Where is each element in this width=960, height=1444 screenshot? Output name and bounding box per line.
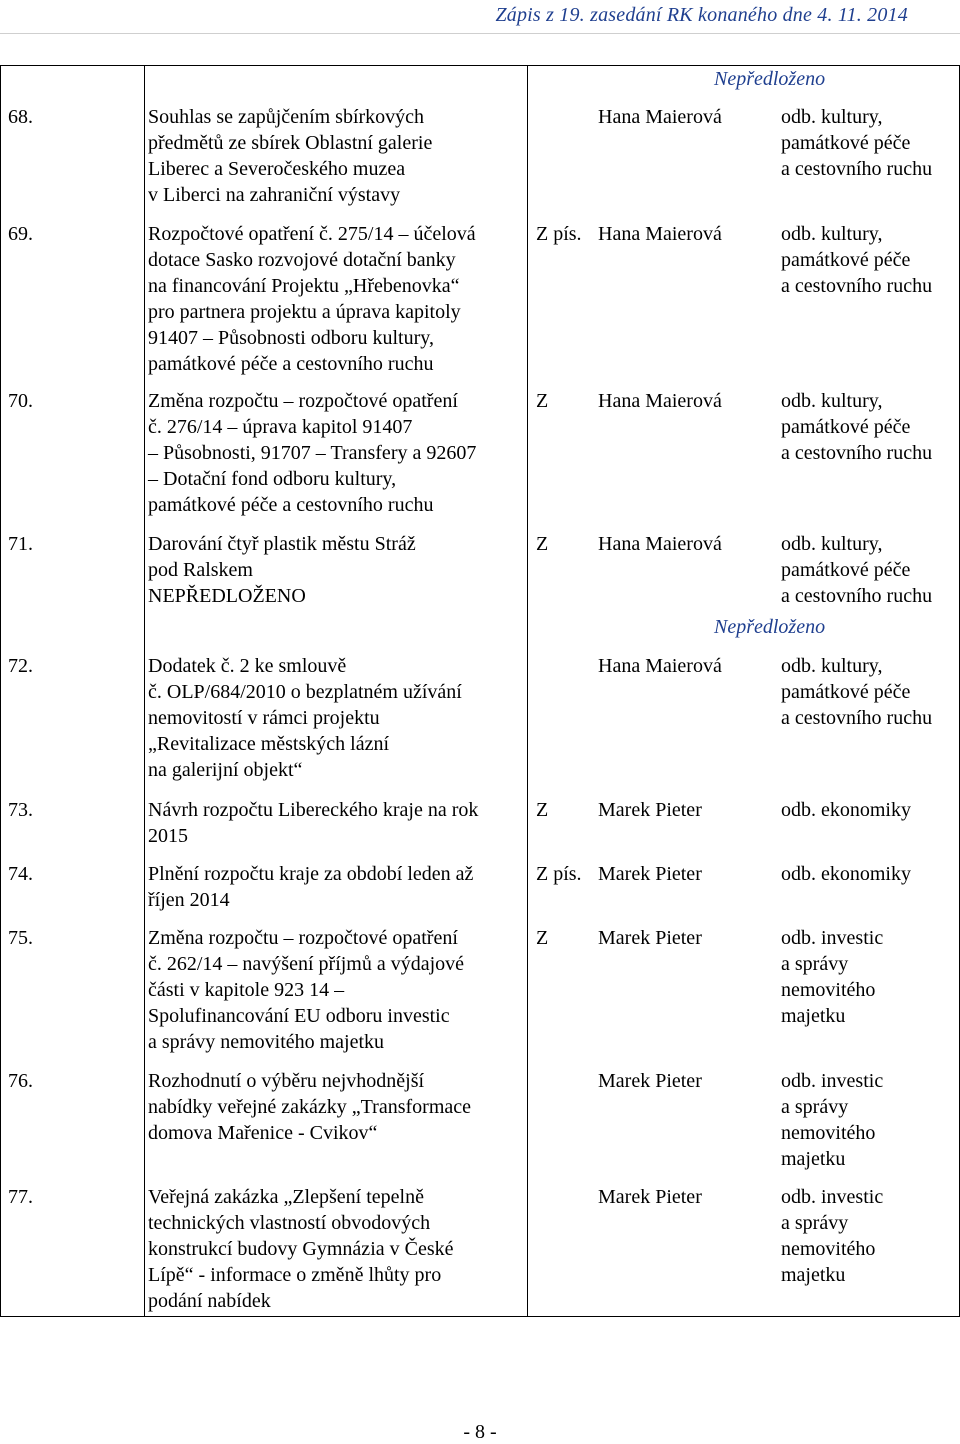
- item-department-line: a cestovního ruchu: [781, 442, 933, 464]
- top-not-submitted-note: Nepředloženo: [714, 68, 826, 90]
- item-rapporteur: Hana Maierová: [598, 390, 722, 412]
- item-title-line: na galerijní objekt“: [148, 759, 303, 781]
- item-department-line: památkové péče: [781, 132, 911, 154]
- item-rapporteur: Marek Pieter: [598, 1186, 702, 1208]
- item-title-line: Rozpočtové opatření č. 275/14 – účelová: [148, 223, 476, 245]
- item-title-line: předmětů ze sbírek Oblastní galerie: [148, 132, 433, 154]
- item-title-line: Změna rozpočtu – rozpočtové opatření: [148, 390, 458, 412]
- item-title-line: Změna rozpočtu – rozpočtové opatření: [148, 927, 458, 949]
- item-rapporteur: Marek Pieter: [598, 799, 702, 821]
- item-department-line: památkové péče: [781, 249, 911, 271]
- item-status: Z: [536, 799, 549, 821]
- item-department-line: památkové péče: [781, 416, 911, 438]
- item-number: 71.: [8, 533, 33, 555]
- item-number: 75.: [8, 927, 33, 949]
- item-number: 76.: [8, 1070, 33, 1092]
- item-title-line: dotace Sasko rozvojové dotační banky: [148, 249, 456, 271]
- item-title-line: Lípě“ - informace o změně lhůty pro: [148, 1264, 442, 1286]
- item-status: Z: [536, 927, 549, 949]
- item-rapporteur: Hana Maierová: [598, 106, 722, 128]
- item-department-line: památkové péče: [781, 559, 911, 581]
- item-title-line: nabídky veřejné zakázky „Transformace: [148, 1096, 472, 1118]
- item-department-line: odb. investic: [781, 927, 884, 949]
- item-number: 73.: [8, 799, 33, 821]
- item-number: 77.: [8, 1186, 33, 1208]
- item-status: Z pís.: [536, 223, 582, 245]
- item-department-line: odb. kultury,: [781, 390, 883, 412]
- item-title-line: Darování čtyř plastik městu Stráž: [148, 533, 416, 555]
- item-department-line: odb. kultury,: [781, 533, 883, 555]
- item-title-line: NEPŘEDLOŽENO: [148, 585, 306, 607]
- item-title-line: Plnění rozpočtu kraje za období leden až: [148, 863, 474, 885]
- item-title-line: pod Ralskem: [148, 559, 253, 581]
- item-status: Z: [536, 390, 549, 412]
- item-department-line: a správy: [781, 1096, 849, 1118]
- item-department-line: a cestovního ruchu: [781, 707, 933, 729]
- item-title-line: Dodatek č. 2 ke smlouvě: [148, 655, 347, 677]
- item-status: Z pís.: [536, 863, 582, 885]
- item-department-line: odb. ekonomiky: [781, 799, 911, 821]
- item-title-line: č. 276/14 – úprava kapitol 91407: [148, 416, 413, 438]
- item-title-line: „Revitalizace městských lázní: [148, 733, 390, 755]
- item-department-line: a cestovního ruchu: [781, 158, 933, 180]
- item-department-line: nemovitého: [781, 1238, 876, 1260]
- item-department-line: odb. ekonomiky: [781, 863, 911, 885]
- item-title-line: č. 262/14 – navýšení příjmů a výdajové: [148, 953, 465, 975]
- item-title-line: Souhlas se zapůjčením sbírkových: [148, 106, 425, 128]
- item-title-line: domova Mařenice - Cvikov“: [148, 1122, 378, 1144]
- item-rapporteur: Hana Maierová: [598, 223, 722, 245]
- item-number: 70.: [8, 390, 33, 412]
- item-title-line: v Liberci na zahraniční výstavy: [148, 184, 401, 206]
- item-title-line: 91407 – Působnosti odboru kultury,: [148, 327, 434, 349]
- item-department-line: a cestovního ruchu: [781, 275, 933, 297]
- item-title-line: pro partnera projektu a úprava kapitoly: [148, 301, 461, 323]
- item-title-line: části v kapitole 923 14 –: [148, 979, 345, 1001]
- item-title-line: nemovitostí v rámci projektu: [148, 707, 380, 729]
- item-rapporteur: Marek Pieter: [598, 1070, 702, 1092]
- item-not-submitted-note: Nepředloženo: [714, 616, 826, 638]
- item-title-line: Liberec a Severočeského muzea: [148, 158, 406, 180]
- item-title-line: – Dotační fond odboru kultury,: [148, 468, 397, 490]
- item-title-line: Spolufinancování EU odboru investic: [148, 1005, 450, 1027]
- item-title-line: konstrukcí budovy Gymnázia v České: [148, 1238, 454, 1260]
- item-number: 72.: [8, 655, 33, 677]
- item-department-line: majetku: [781, 1005, 846, 1027]
- item-title-line: a správy nemovitého majetku: [148, 1031, 385, 1053]
- item-title-line: podání nabídek: [148, 1290, 271, 1312]
- item-status: Z: [536, 533, 549, 555]
- item-department-line: odb. investic: [781, 1070, 884, 1092]
- item-department-line: majetku: [781, 1264, 846, 1286]
- item-number: 68.: [8, 106, 33, 128]
- item-department-line: odb. kultury,: [781, 223, 883, 245]
- item-title-line: památkové péče a cestovního ruchu: [148, 353, 434, 375]
- item-number: 69.: [8, 223, 33, 245]
- item-department-line: nemovitého: [781, 1122, 876, 1144]
- item-title-line: – Působnosti, 91707 – Transfery a 92607: [148, 442, 477, 464]
- item-department-line: a cestovního ruchu: [781, 585, 933, 607]
- item-title-line: Návrh rozpočtu Libereckého kraje na rok: [148, 799, 479, 821]
- header-rule: [0, 33, 960, 34]
- item-title-line: 2015: [148, 825, 188, 847]
- item-department-line: památkové péče: [781, 681, 911, 703]
- column-divider-title: [527, 65, 528, 1317]
- item-title-line: na financování Projektu „Hřebenovka“: [148, 275, 460, 297]
- item-rapporteur: Hana Maierová: [598, 655, 722, 677]
- item-title-line: technických vlastností obvodových: [148, 1212, 431, 1234]
- agenda-table: [0, 65, 960, 1317]
- item-department-line: majetku: [781, 1148, 846, 1170]
- item-rapporteur: Hana Maierová: [598, 533, 722, 555]
- table-border-left: [0, 65, 1, 1317]
- item-rapporteur: Marek Pieter: [598, 927, 702, 949]
- table-border-bottom: [0, 1316, 960, 1317]
- item-title-line: říjen 2014: [148, 889, 230, 911]
- item-rapporteur: Marek Pieter: [598, 863, 702, 885]
- item-title-line: Veřejná zakázka „Zlepšení tepelně: [148, 1186, 424, 1208]
- item-title-line: památkové péče a cestovního ruchu: [148, 494, 434, 516]
- item-department-line: a správy: [781, 1212, 849, 1234]
- column-divider-number: [144, 65, 145, 1317]
- item-title-line: Rozhodnutí o výběru nejvhodnější: [148, 1070, 425, 1092]
- item-department-line: odb. investic: [781, 1186, 884, 1208]
- page-header-title: Zápis z 19. zasedání RK konaného dne 4. 11. 2014: [495, 4, 908, 26]
- page-number: - 8 -: [463, 1421, 497, 1443]
- item-title-line: č. OLP/684/2010 o bezplatném užívání: [148, 681, 462, 703]
- item-number: 74.: [8, 863, 33, 885]
- item-department-line: odb. kultury,: [781, 106, 883, 128]
- item-department-line: a správy: [781, 953, 849, 975]
- item-department-line: odb. kultury,: [781, 655, 883, 677]
- item-department-line: nemovitého: [781, 979, 876, 1001]
